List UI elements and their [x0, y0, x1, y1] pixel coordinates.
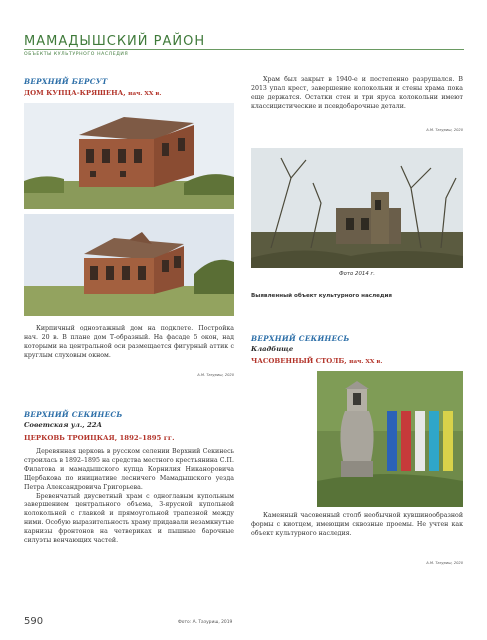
entry-church-address: Советская ул., 22А — [24, 421, 102, 429]
entry-pillar-date: нач. XX в. — [349, 359, 383, 365]
entry-house-text: Кирпичный одноэтажный дом на подклете. Постройка нач. 20 в. В плане дом Т-образный. На фасаде 5 окон, над которыми на центральной оси размещается фигурный аттик с круглым слуховым окном. — [24, 325, 234, 359]
header-subtitle: ОБЪЕКТЫ КУЛЬТУРНОГО НАСЛЕДИЯ — [24, 52, 129, 57]
entry-pillar-text: Каменный часовенный столб необычной кувшинообразной формы с киотцем, имеющим сквозные проемы. Не учтен как объект культурного наследия. — [251, 512, 463, 537]
entry-pillar-address: Кладбище — [251, 345, 294, 353]
entry-church-paragraph-1: Деревянная церковь в русском селении Верхний Секинесь строилась в 1892–1895 на средства местного крестьянина С.П. Филатова и мамадышского купца Корнилия Никаноровича Щербакова по инициативе лесничего Мамадышского уезда Петра Александровича Григорьева. — [24, 448, 234, 491]
region-title: МАМАДЫШСКИЙ РАЙОН — [24, 34, 206, 49]
page-number: 590 — [24, 616, 44, 627]
entry-pillar-description — [251, 512, 463, 539]
entry-church-paragraph-2: Бревенчатый двусветный храм с одноглавым купольным завершением центрального объема, 3-ярусной купольной колокольней с главкой и прямоугольной трапезной между ними. Особую выразительность храму придавали незамкнутые карнизы фронтонов на четвериках и пышные барочные силуэты венчающих частей. — [24, 492, 234, 545]
identified-heritage-label: Выявленный объект культурного наследия — [251, 293, 392, 299]
entry-pillar-title — [251, 357, 382, 365]
entry-church-description — [24, 448, 234, 546]
church-ruin-caption: Фото 2014 г. — [338, 271, 376, 277]
entry-house-author: А.М. Тазуриш, 2020 — [197, 373, 234, 377]
house-photo-front — [24, 103, 234, 209]
pillar-photo — [317, 371, 463, 507]
photo-credit: Фото: А. Тазуриш, 2019 — [178, 620, 233, 625]
church-ruin-description — [251, 76, 463, 112]
header-divider — [24, 49, 464, 50]
church-ruin-photo — [251, 148, 463, 268]
entry-pillar-author: А.М. Тазуриш, 2020 — [426, 561, 463, 565]
entry-house-title — [24, 89, 161, 97]
entry-pillar-location: ВЕРХНИЙ СЕКИНЕСЬ — [251, 334, 350, 343]
house-photo-side — [24, 214, 234, 316]
church-ruin-text: Храм был закрыт в 1940-е и постепенно разрушался. В 2013 упал крест, завершение колокольни и стены храма пока еще держатся. Остатки стен и три яруса колокольни имеют классицистические и псевдобарочные детали. — [251, 76, 463, 110]
entry-house-object: ДОМ КУПЦА-КРЯШЕНА, — [24, 89, 126, 97]
entry-house-location: ВЕРХНИЙ БЕРСУТ — [24, 77, 108, 86]
entry-house-date: нач. XX в. — [128, 91, 162, 97]
church-ruin-author: А.М. Тазуриш, 2020 — [426, 128, 463, 132]
entry-pillar-object: ЧАСОВЕННЫЙ СТОЛБ, — [251, 357, 347, 365]
entry-church-location: ВЕРХНИЙ СЕКИНЕСЬ — [24, 410, 123, 419]
entry-house-description — [24, 325, 234, 361]
entry-church-title: ЦЕРКОВЬ ТРОИЦКАЯ, 1892–1895 гг. — [24, 434, 175, 442]
